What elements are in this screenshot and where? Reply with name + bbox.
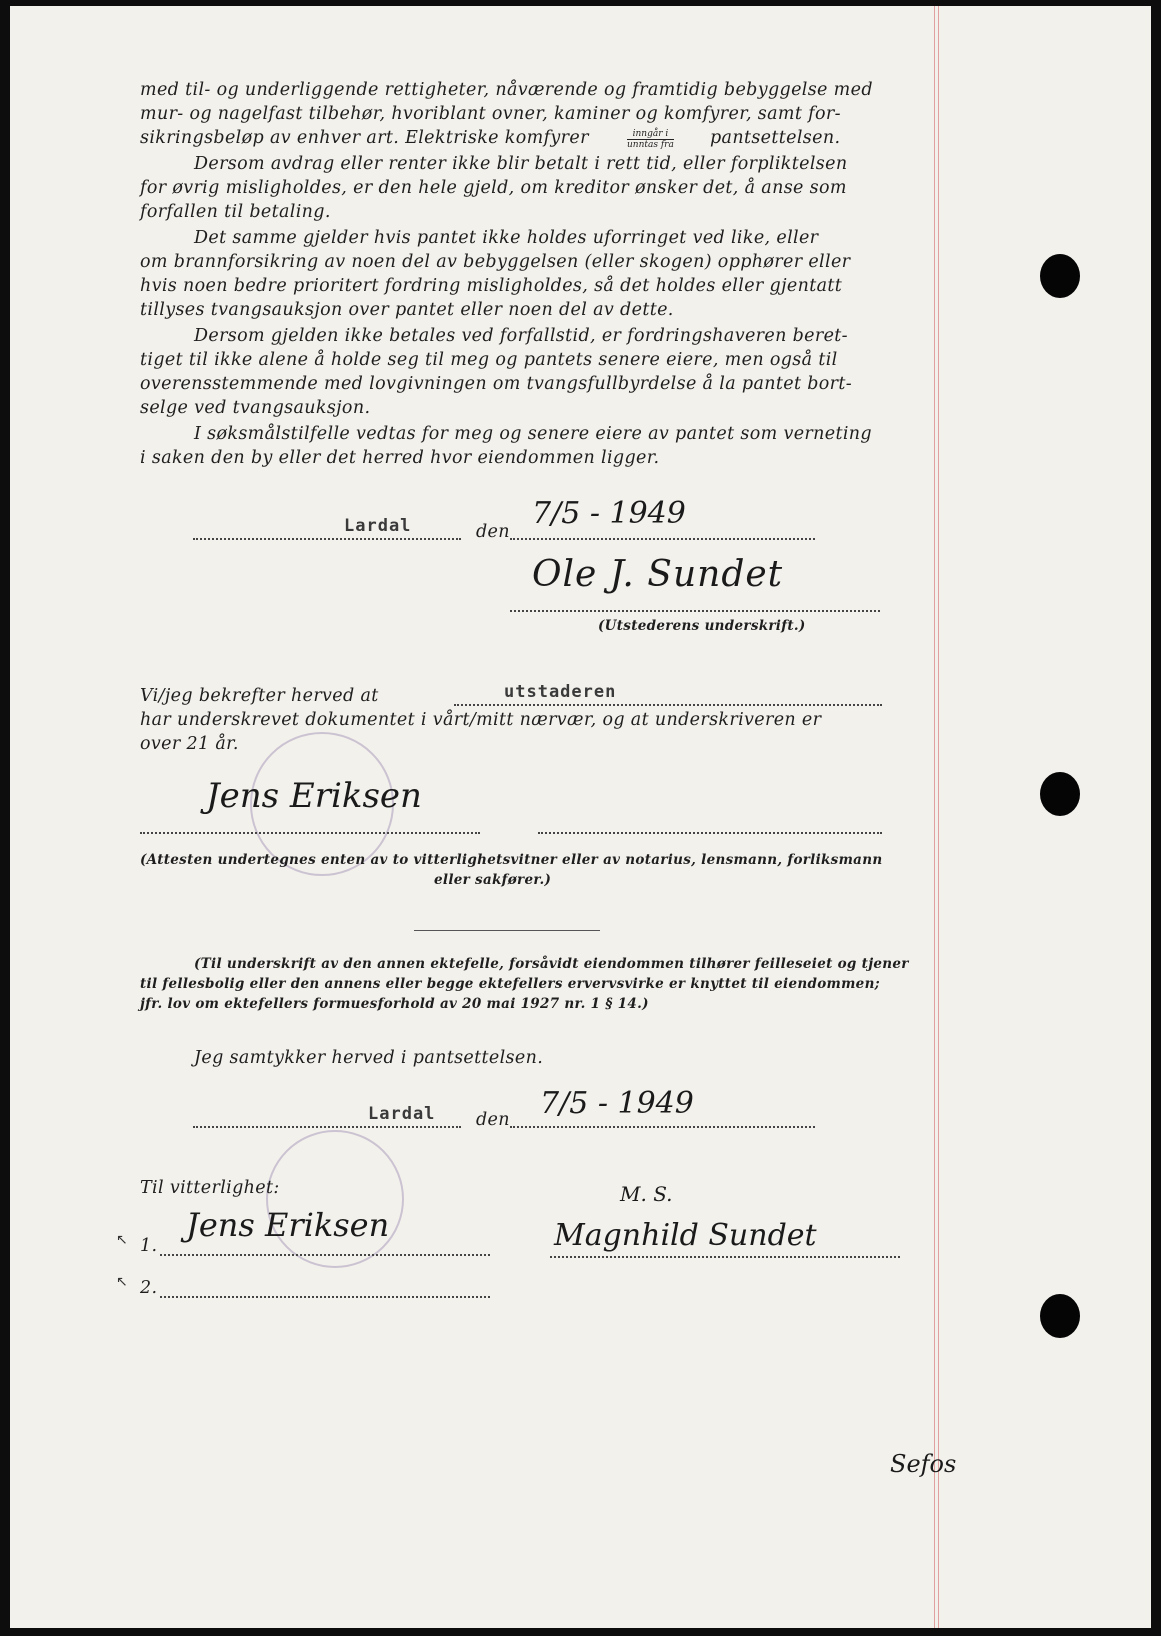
paragraph-line: sikringsbeløp av enhver art. Elektriske komfyrer (140, 128, 589, 148)
paragraph-line: med til- og underliggende rettigheter, nåværende og framtidig bebyggelse med (140, 80, 873, 100)
tick-mark: ↖ (116, 1274, 128, 1290)
den-label: den (476, 522, 510, 542)
witness-2-line (160, 1296, 490, 1298)
place-dotted-line (193, 538, 461, 540)
witness-1-line (160, 1254, 490, 1256)
date-dotted-line (510, 538, 815, 540)
paragraph-line: forfallen til betaling. (140, 202, 331, 222)
paragraph-line: pantsettelsen. (710, 128, 841, 148)
confirm-line: Vi/jeg bekrefter herved at (140, 686, 379, 706)
paragraph-line: Dersom avdrag eller renter ikke blir betalt i rett tid, eller forpliktelsen (194, 154, 848, 174)
issuer-caption: (Utstederens underskrift.) (598, 618, 806, 634)
spouse-note: jfr. lov om ektefellers formuesforhold av 20 mai 1927 nr. 1 § 14.) (140, 996, 649, 1012)
punch-hole (1040, 772, 1080, 816)
paragraph-line: mur- og nagelfast tilbehør, hvoriblant ovner, kaminer og komfyrer, samt for- (140, 104, 841, 124)
document-page (10, 6, 1151, 1628)
paragraph-line: hvis noen bedre prioritert fordring misligholdes, så det holdes eller gjentatt (140, 276, 843, 296)
den-label: den (476, 1110, 510, 1130)
confirm-typed-name: utstaderen (504, 682, 617, 702)
separator-rule (414, 930, 600, 931)
fraction-inngar-unntas: inngår i unntas fra (627, 129, 674, 150)
witness-heading: Til vitterlighet: (140, 1178, 280, 1198)
paragraph-line: I søksmålstilfelle vedtas for meg og senere eiere av pantet som verneting (194, 424, 872, 444)
initials: M. S. (620, 1182, 673, 1206)
official-stamp (266, 1130, 404, 1268)
name-dotted-line (454, 704, 882, 706)
place-dotted-line (193, 1126, 461, 1128)
witness-signature: Jens Eriksen (206, 776, 422, 816)
tick-mark: ↖ (116, 1232, 128, 1248)
margin-line (934, 6, 935, 1628)
paragraph-line: selge ved tvangsauksjon. (140, 398, 371, 418)
paragraph-line: tillyses tvangsauksjon over pantet eller noen del av dette. (140, 300, 674, 320)
place-typed: Lardal (344, 516, 412, 536)
punch-hole (1040, 1294, 1080, 1338)
spouse-note: til fellesbolig eller den annens eller begge ektefellers ervervsvirke er knyttet til eiendommen; (140, 976, 880, 992)
date-handwritten: 7/5 - 1949 (540, 1086, 694, 1121)
paragraph-line: Det samme gjelder hvis pantet ikke holdes uforringet ved like, eller (194, 228, 819, 248)
date-dotted-line (510, 1126, 815, 1128)
signature-dotted-line (510, 610, 880, 612)
corner-note: Sefos (890, 1450, 957, 1478)
issuer-signature: Ole J. Sundet (532, 554, 784, 595)
spouse-signature-line (550, 1256, 900, 1258)
paragraph-line: tiget til ikke alene å holde seg til meg og pantets senere eiere, men også til (140, 350, 838, 370)
paragraph-line: overensstemmende med lovgivningen om tvangsfullbyrdelse å la pantet bort- (140, 374, 853, 394)
date-handwritten: 7/5 - 1949 (532, 496, 686, 531)
paragraph-line: Dersom gjelden ikke betales ved forfallstid, er fordringshaveren beret- (194, 326, 848, 346)
spouse-signature: Magnhild Sundet (554, 1218, 817, 1253)
confirm-line: over 21 år. (140, 734, 239, 754)
place-typed: Lardal (368, 1104, 436, 1124)
witness-2-label: 2. (140, 1278, 158, 1298)
consent-text: Jeg samtykker herved i pantsettelsen. (194, 1048, 544, 1068)
witness-dotted-line (538, 832, 882, 834)
witness-1-label: 1. (140, 1236, 158, 1256)
margin-line (938, 6, 939, 1628)
paragraph-line: for øvrig misligholdes, er den hele gjeld, om kreditor ønsker det, å anse som (140, 178, 847, 198)
punch-hole (1040, 254, 1080, 298)
attest-note: eller sakfører.) (434, 872, 552, 888)
attest-note: (Attesten undertegnes enten av to vitterlighetsvitner eller av notarius, lensmann, forliksmann (140, 852, 883, 868)
paragraph-line: om brannforsikring av noen del av bebyggelsen (eller skogen) opphører eller (140, 252, 851, 272)
witness-1-signature: Jens Eriksen (186, 1206, 390, 1244)
witness-dotted-line (140, 832, 480, 834)
confirm-line: har underskrevet dokumentet i vårt/mitt nærvær, og at underskriveren er (140, 710, 822, 730)
spouse-note: (Til underskrift av den annen ektefelle, forsåvidt eiendommen tilhører feilleseiet og tjener (194, 956, 909, 972)
paragraph-line: i saken den by eller det herred hvor eiendommen ligger. (140, 448, 660, 468)
